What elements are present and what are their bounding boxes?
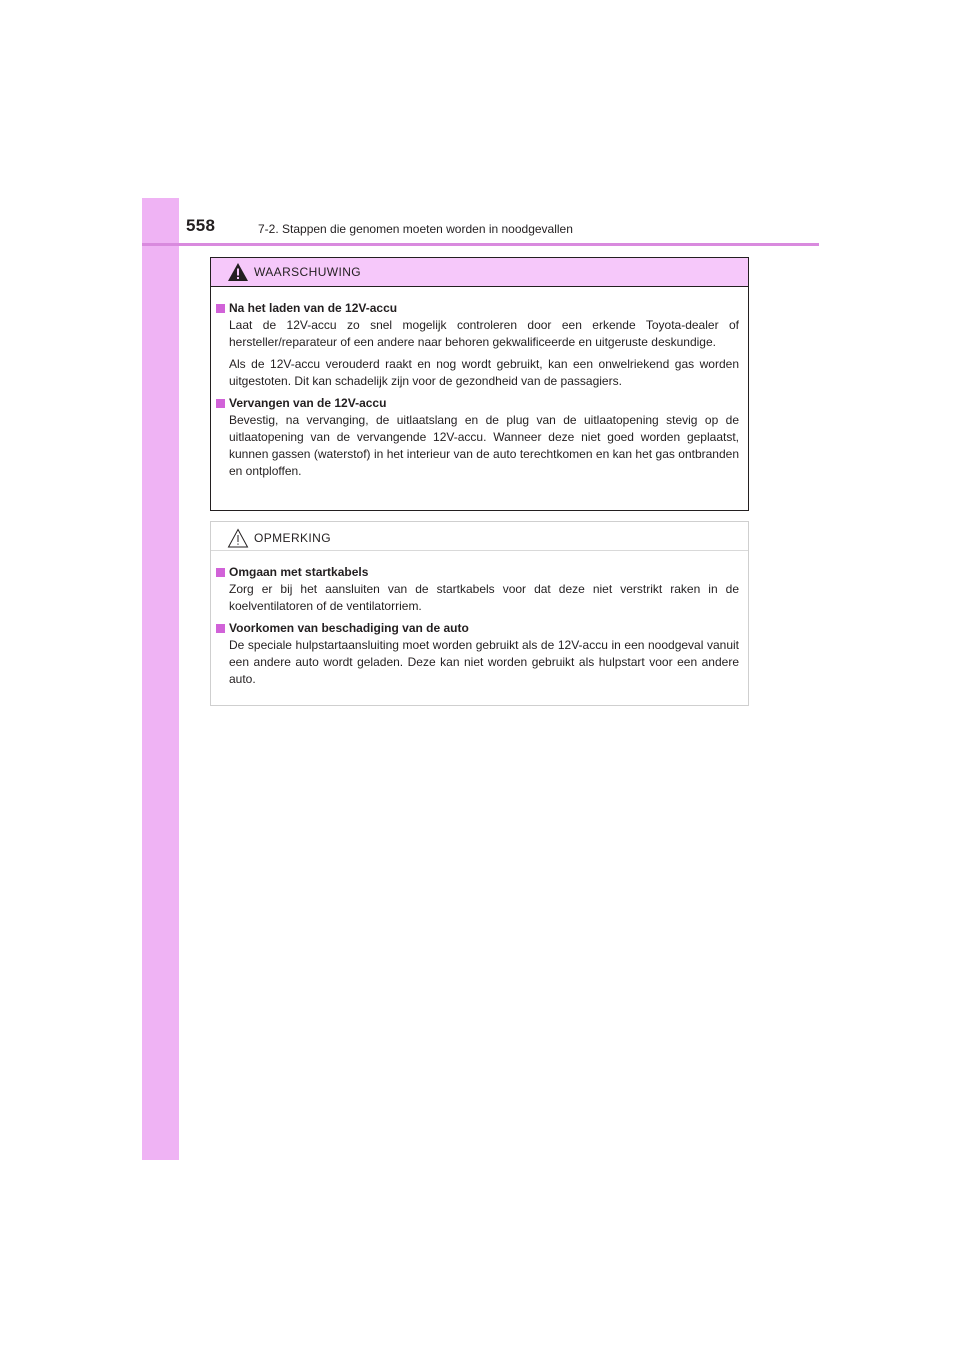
warning-item-title <box>216 300 739 317</box>
square-bullet-icon <box>216 399 225 408</box>
warning-item-paragraph: Bevestig, na vervanging, de uitlaatslang en de plug van de uitlaatopening stevig op de uitlaatopening van de vervangende 12V-accu. Wanneer deze niet goed worden geplaatst, kunnen gassen (waterstof) in het interieur van de auto terechtkomen en kan het gas ontbranden en ontploffen. <box>229 413 739 478</box>
warning-box-header <box>211 258 748 287</box>
notice-box-title: OPMERKING <box>254 531 331 545</box>
page-number: 558 <box>186 216 216 235</box>
notice-item <box>216 564 739 615</box>
notice-item-title <box>216 620 739 637</box>
warning-item <box>216 300 739 390</box>
notice-item-title-text: Omgaan met startkabels <box>229 565 369 579</box>
warning-item-paragraph: Laat de 12V-accu zo snel mogelijk controleren door een erkende Toyota-dealer of hersteller/reparateur of een andere naar behoren gekwalificeerde en uitgeruste deskundige. <box>229 318 739 349</box>
notice-item-title-text: Voorkomen van beschadiging van de auto <box>229 621 469 635</box>
warning-box <box>210 257 749 511</box>
warning-item-title <box>216 395 739 412</box>
square-bullet-icon <box>216 304 225 313</box>
square-bullet-icon <box>216 568 225 577</box>
notice-item-paragraph: Zorg er bij het aansluiten van de startkabels voor dat deze niet verstrikt raken in de koelventilatoren of de ventilatorriem. <box>229 582 739 613</box>
notice-item <box>216 620 739 688</box>
running-header: 7-2. Stappen die genomen moeten worden in noodgevallen <box>258 222 573 236</box>
square-bullet-icon <box>216 624 225 633</box>
warning-triangle-outline-icon <box>227 528 249 548</box>
notice-box <box>210 521 749 706</box>
warning-item-paragraph: Als de 12V-accu verouderd raakt en nog wordt gebruikt, kan een onwelriekend gas worden uitgestoten. Dit kan schadelijk zijn voor de gezondheid van de passagiers. <box>229 357 739 388</box>
warning-box-title: WAARSCHUWING <box>254 265 362 279</box>
warning-item-title-text: Vervangen van de 12V-accu <box>229 396 387 410</box>
warning-item <box>216 395 739 480</box>
notice-item-paragraph: De speciale hulpstartaansluiting moet worden gebruikt als de 12V-accu in een noodgeval vanuit een andere auto wordt geladen. Deze kan niet worden gebruikt als hulpstart voor een andere auto. <box>229 638 739 686</box>
warning-item-title-text: Na het laden van de 12V-accu <box>229 301 398 315</box>
notice-item-title <box>216 564 739 581</box>
notice-box-header <box>211 522 748 551</box>
header-rule <box>142 243 819 246</box>
chapter-side-bar <box>142 198 179 1160</box>
warning-triangle-filled-icon <box>227 262 249 282</box>
